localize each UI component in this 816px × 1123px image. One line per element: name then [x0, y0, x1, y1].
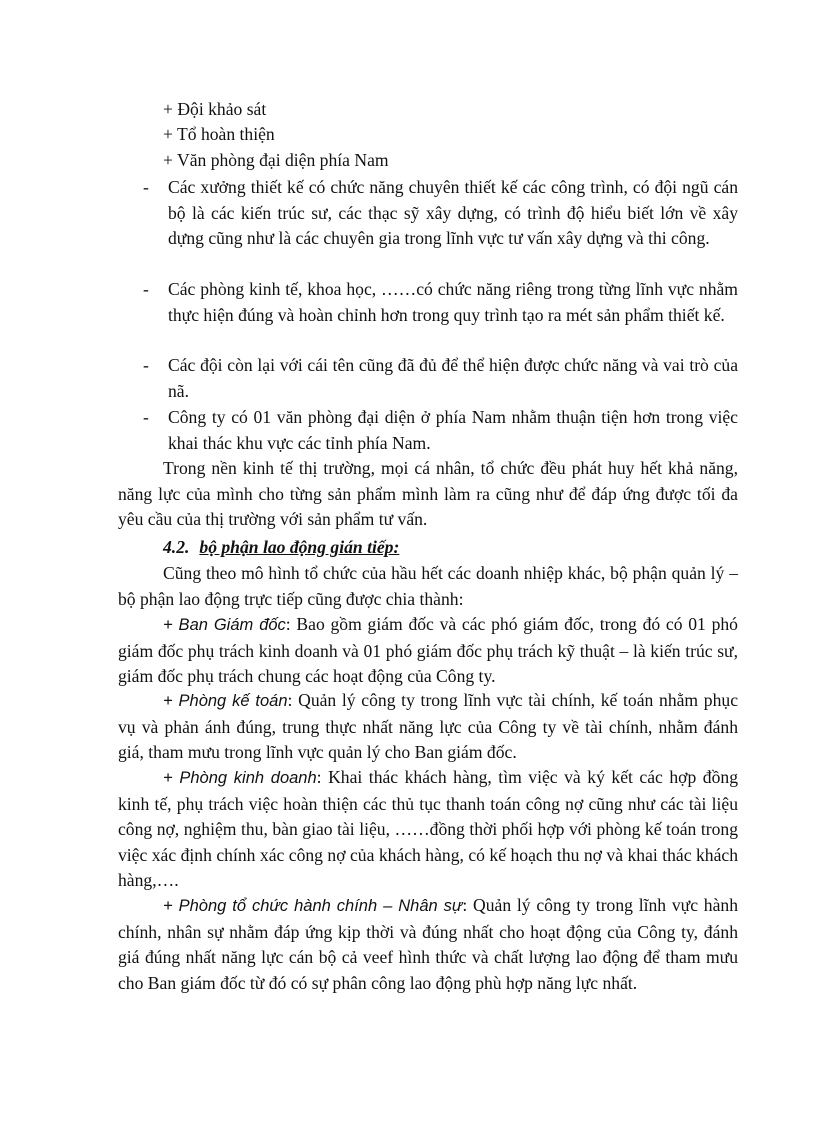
section-intro-paragraph: Cũng theo mô hình tổ chức của hầu hết các doanh nhiệp khác, bộ phận quản lý – bộ phận lao động trực tiếp cũng được chia thành: — [118, 563, 738, 609]
department-description: : Quản lý công ty trong lĩnh vực tài chính, kế toán nhằm phục vụ và phản ánh đúng, trung thực nhất năng lực của Công ty về tài chính, nhằm đánh giá, tham mưu trong lĩnh vực quản lý cho Ban giám đốc. — [118, 690, 739, 762]
department-description: : Quản lý công ty trong lĩnh vực hành chính, nhân sự nhằm đáp ứng kịp thời và đúng nhất cho hoạt động của Công ty, đánh giá đúng nhất năng lực cán bộ cả veef hình thức và chất lượng lao động để tham mưu cho Ban giám đốc từ đó có sự phân công lao động phù hợp năng lực nhất. — [118, 895, 738, 993]
bullet-marker: - — [143, 177, 149, 197]
department-description: : Khai thác khách hàng, tìm việc và ký kết các hợp đồng kinh tế, phụ trách việc hoàn thiện các thủ tục thanh toán công nợ cũng như các tài liệu công nợ, nghiệm thu, bàn giao tài liệu, ……đồng thời phối hợp với phòng kế toán trong việc xác định chính xác công nợ của khách hàng, có kế hoạch thu nợ và khai thác khách hàng,…. — [118, 767, 738, 890]
department-name: + Phòng kinh doanh — [163, 769, 317, 787]
department-accounting — [118, 688, 738, 766]
sub-item-survey-team: + Đội khảo sát — [163, 99, 267, 119]
department-name: + Ban Giám đốc — [163, 616, 286, 634]
section-title: bộ phận lao động gián tiếp: — [199, 537, 400, 557]
bullet-economics-departments: Các phòng kinh tế, khoa học, ……có chức năng riêng trong từng lĩnh vực nhằm thực hiện đúng và hoàn chỉnh hơn trong quy trình tạo ra mét sản phẩm thiết kế. — [168, 279, 738, 325]
section-heading — [163, 535, 399, 561]
bullet-marker: - — [143, 407, 149, 427]
department-board-of-directors — [118, 612, 738, 690]
department-description: : Bao gồm giám đốc và các phó giám đốc, trong đó có 01 phó giám đốc phụ trách kinh doanh và 01 phó giám đốc phụ trách kỹ thuật – là kiến trúc sư, giám đốc phụ trách chung các hoạt động của Công ty. — [118, 614, 738, 686]
department-administration-hr — [118, 893, 738, 996]
sub-item-finishing-team: + Tổ hoàn thiện — [163, 124, 275, 144]
section-number: 4.2. — [163, 537, 190, 557]
department-business — [118, 765, 738, 894]
bullet-representative-office: Công ty có 01 văn phòng đại diện ở phía Nam nhằm thuận tiện hơn trong việc khai thác khu vực các tỉnh phía Nam. — [168, 407, 738, 453]
bullet-design-workshops: Các xưởng thiết kế có chức năng chuyên thiết kế các công trình, có đội ngũ cán bộ là các kiến trúc sư, các thạc sỹ xây dựng, có trình độ hiểu biết lớn về xây dựng cũng như là các chuyên gia trong lĩnh vực tư vấn xây dựng và thi công. — [168, 177, 738, 248]
department-name: + Phòng tổ chức hành chính – Nhân sự — [163, 897, 463, 915]
department-name: + Phòng kế toán — [163, 692, 288, 710]
sub-item-southern-office: + Văn phòng đại diện phía Nam — [163, 150, 389, 170]
bullet-other-teams: Các đội còn lại với cái tên cũng đã đủ để thể hiện được chức năng và vai trò của nã. — [168, 355, 738, 401]
bullet-marker: - — [143, 355, 149, 375]
bullet-marker: - — [143, 279, 149, 299]
market-paragraph: Trong nền kinh tế thị trường, mọi cá nhân, tổ chức đều phát huy hết khả năng, năng lực của mình cho từng sản phẩm mình làm ra cũng như để đáp ứng được tối đa yêu cầu của thị trường với sản phẩm tư vấn. — [118, 458, 738, 529]
